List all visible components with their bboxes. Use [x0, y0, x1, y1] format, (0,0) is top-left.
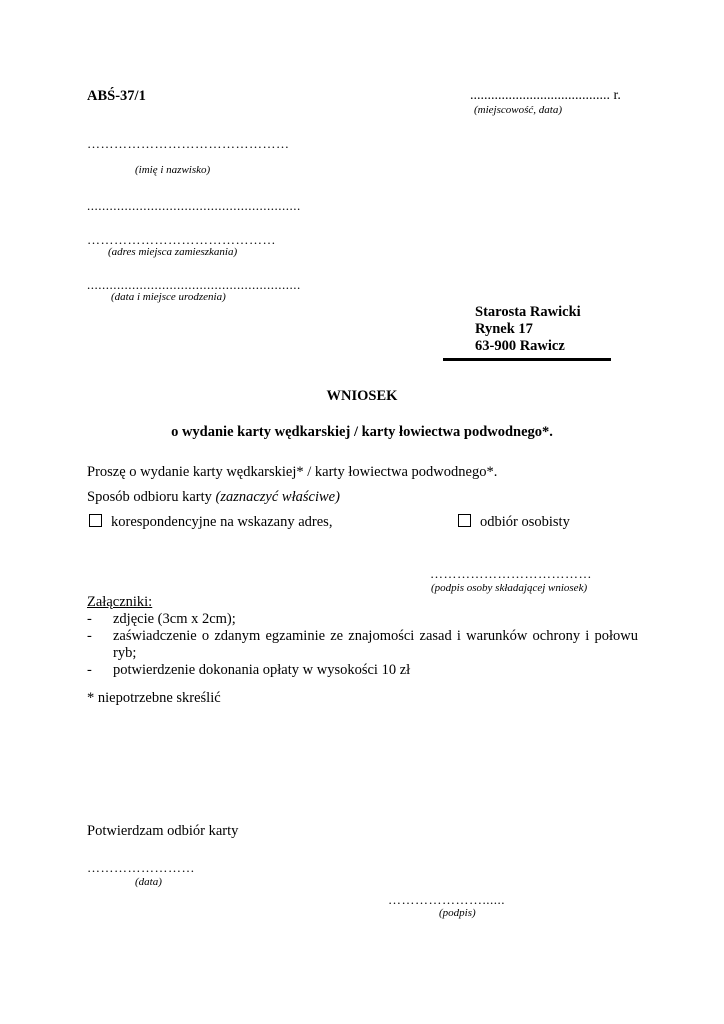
receipt-date-line: …………………… — [87, 860, 195, 875]
form-code: ABŚ-37/1 — [87, 88, 146, 104]
address-line-2: …………………………………… — [87, 232, 276, 247]
recipient-line-2: Rynek 17 — [475, 321, 533, 337]
document-subtitle: o wydanie karty wędkarskiej / karty łowiectwa podwodnego*. — [171, 424, 553, 440]
receipt-date-caption: (data) — [135, 876, 162, 888]
signature-caption: (podpis osoby składającej wniosek) — [431, 582, 588, 594]
attachment-photo: zdjęcie (3cm x 2cm); — [113, 611, 236, 627]
birth-caption: (data i miejsce urodzenia) — [111, 291, 226, 303]
list-item: - zdjęcie (3cm x 2cm); — [87, 611, 638, 628]
attachment-fee-confirmation: potwierdzenie dokonania opłaty w wysokości 10 zł — [113, 662, 411, 678]
place-date-caption: (miejscowość, data) — [474, 104, 562, 116]
option-personal-pickup-label: odbiór osobisty — [480, 514, 570, 530]
receipt-signature-line: …………………...... — [388, 892, 505, 907]
request-text: Proszę o wydanie karty wędkarskiej* / karty łowiectwa podwodnego*. — [87, 464, 498, 480]
place-date-line: ........................................ r. — [470, 88, 621, 103]
option-correspondence-label: korespondencyjne na wskazany adres, — [111, 514, 333, 530]
list-item: - potwierdzenie dokonania opłaty w wysokości 10 zł — [87, 662, 638, 679]
recipient-underline — [443, 358, 611, 361]
attachment-exam-certificate: zaświadczenie o zdanym egzaminie ze znajomości zasad i warunków ochrony i połowu ryb; — [113, 628, 638, 661]
checkbox-personal-pickup[interactable] — [458, 514, 471, 527]
receipt-signature-caption: (podpis) — [439, 907, 476, 919]
attachments-list — [87, 611, 638, 679]
signature-line: ……………………………… — [430, 566, 592, 581]
recipient-line-3: 63-900 Rawicz — [475, 338, 565, 354]
delivery-method — [87, 489, 340, 506]
receipt-confirmation: Potwierdzam odbiór karty — [87, 823, 239, 839]
attachments-title: Załączniki: — [87, 594, 153, 610]
document-title: WNIOSEK — [326, 388, 398, 404]
checkbox-correspondence[interactable] — [89, 514, 102, 527]
option-personal-pickup[interactable] — [458, 514, 570, 531]
name-caption: (imię i nazwisko) — [135, 164, 211, 176]
birth-line: ......................................................... — [87, 277, 301, 292]
address-line-1: ......................................................... — [87, 198, 301, 213]
name-line: ……………………………………… — [87, 136, 290, 151]
address-caption: (adres miejsca zamieszkania) — [108, 246, 238, 258]
delivery-label: Sposób odbioru karty — [87, 489, 216, 505]
footnote: * niepotrzebne skreślić — [87, 690, 221, 706]
recipient-address — [475, 304, 581, 355]
option-correspondence[interactable] — [89, 514, 332, 531]
recipient-line-1: Starosta Rawicki — [475, 304, 581, 320]
delivery-hint: (zaznaczyć właściwe) — [215, 489, 340, 505]
list-item: - zaświadczenie o zdanym egzaminie ze znajomości zasad i warunków ochrony i połowu ryb; — [87, 628, 638, 661]
